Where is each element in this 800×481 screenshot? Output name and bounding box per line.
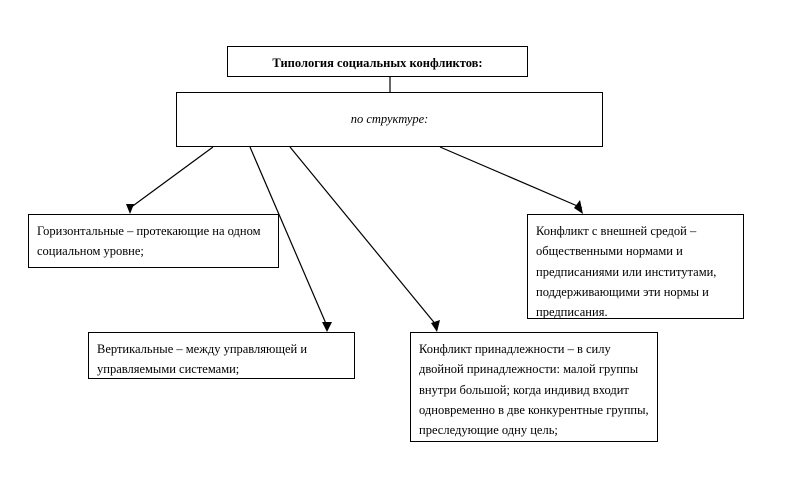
node-belonging xyxy=(410,332,658,442)
node-horizontal xyxy=(28,214,279,268)
node-vertical xyxy=(88,332,355,379)
node-external xyxy=(527,214,744,319)
node-belonging-text: Конфликт принадлежности – в силу двойной принадлежности: малой группы внутри большой; когда индивид входит одновременно в две конкурентные группы, преследующие одну цель; xyxy=(419,342,649,437)
diagram-subtitle-box xyxy=(176,92,603,147)
node-external-text: Конфликт с внешней средой – общественными нормами и предписаниями или институтами, поддерживающими эти нормы и предписания. xyxy=(536,224,717,319)
diagram-subtitle-text: по структуре: xyxy=(350,112,429,126)
node-vertical-text: Вертикальные – между управляющей и управляемыми системами; xyxy=(97,342,308,377)
node-horizontal-text: Горизонтальные – протекающие на одном социальном уровне; xyxy=(37,224,261,259)
diagram-title-text: Типология социальных конфликтов: xyxy=(272,56,483,70)
diagram-title-box xyxy=(227,46,528,77)
